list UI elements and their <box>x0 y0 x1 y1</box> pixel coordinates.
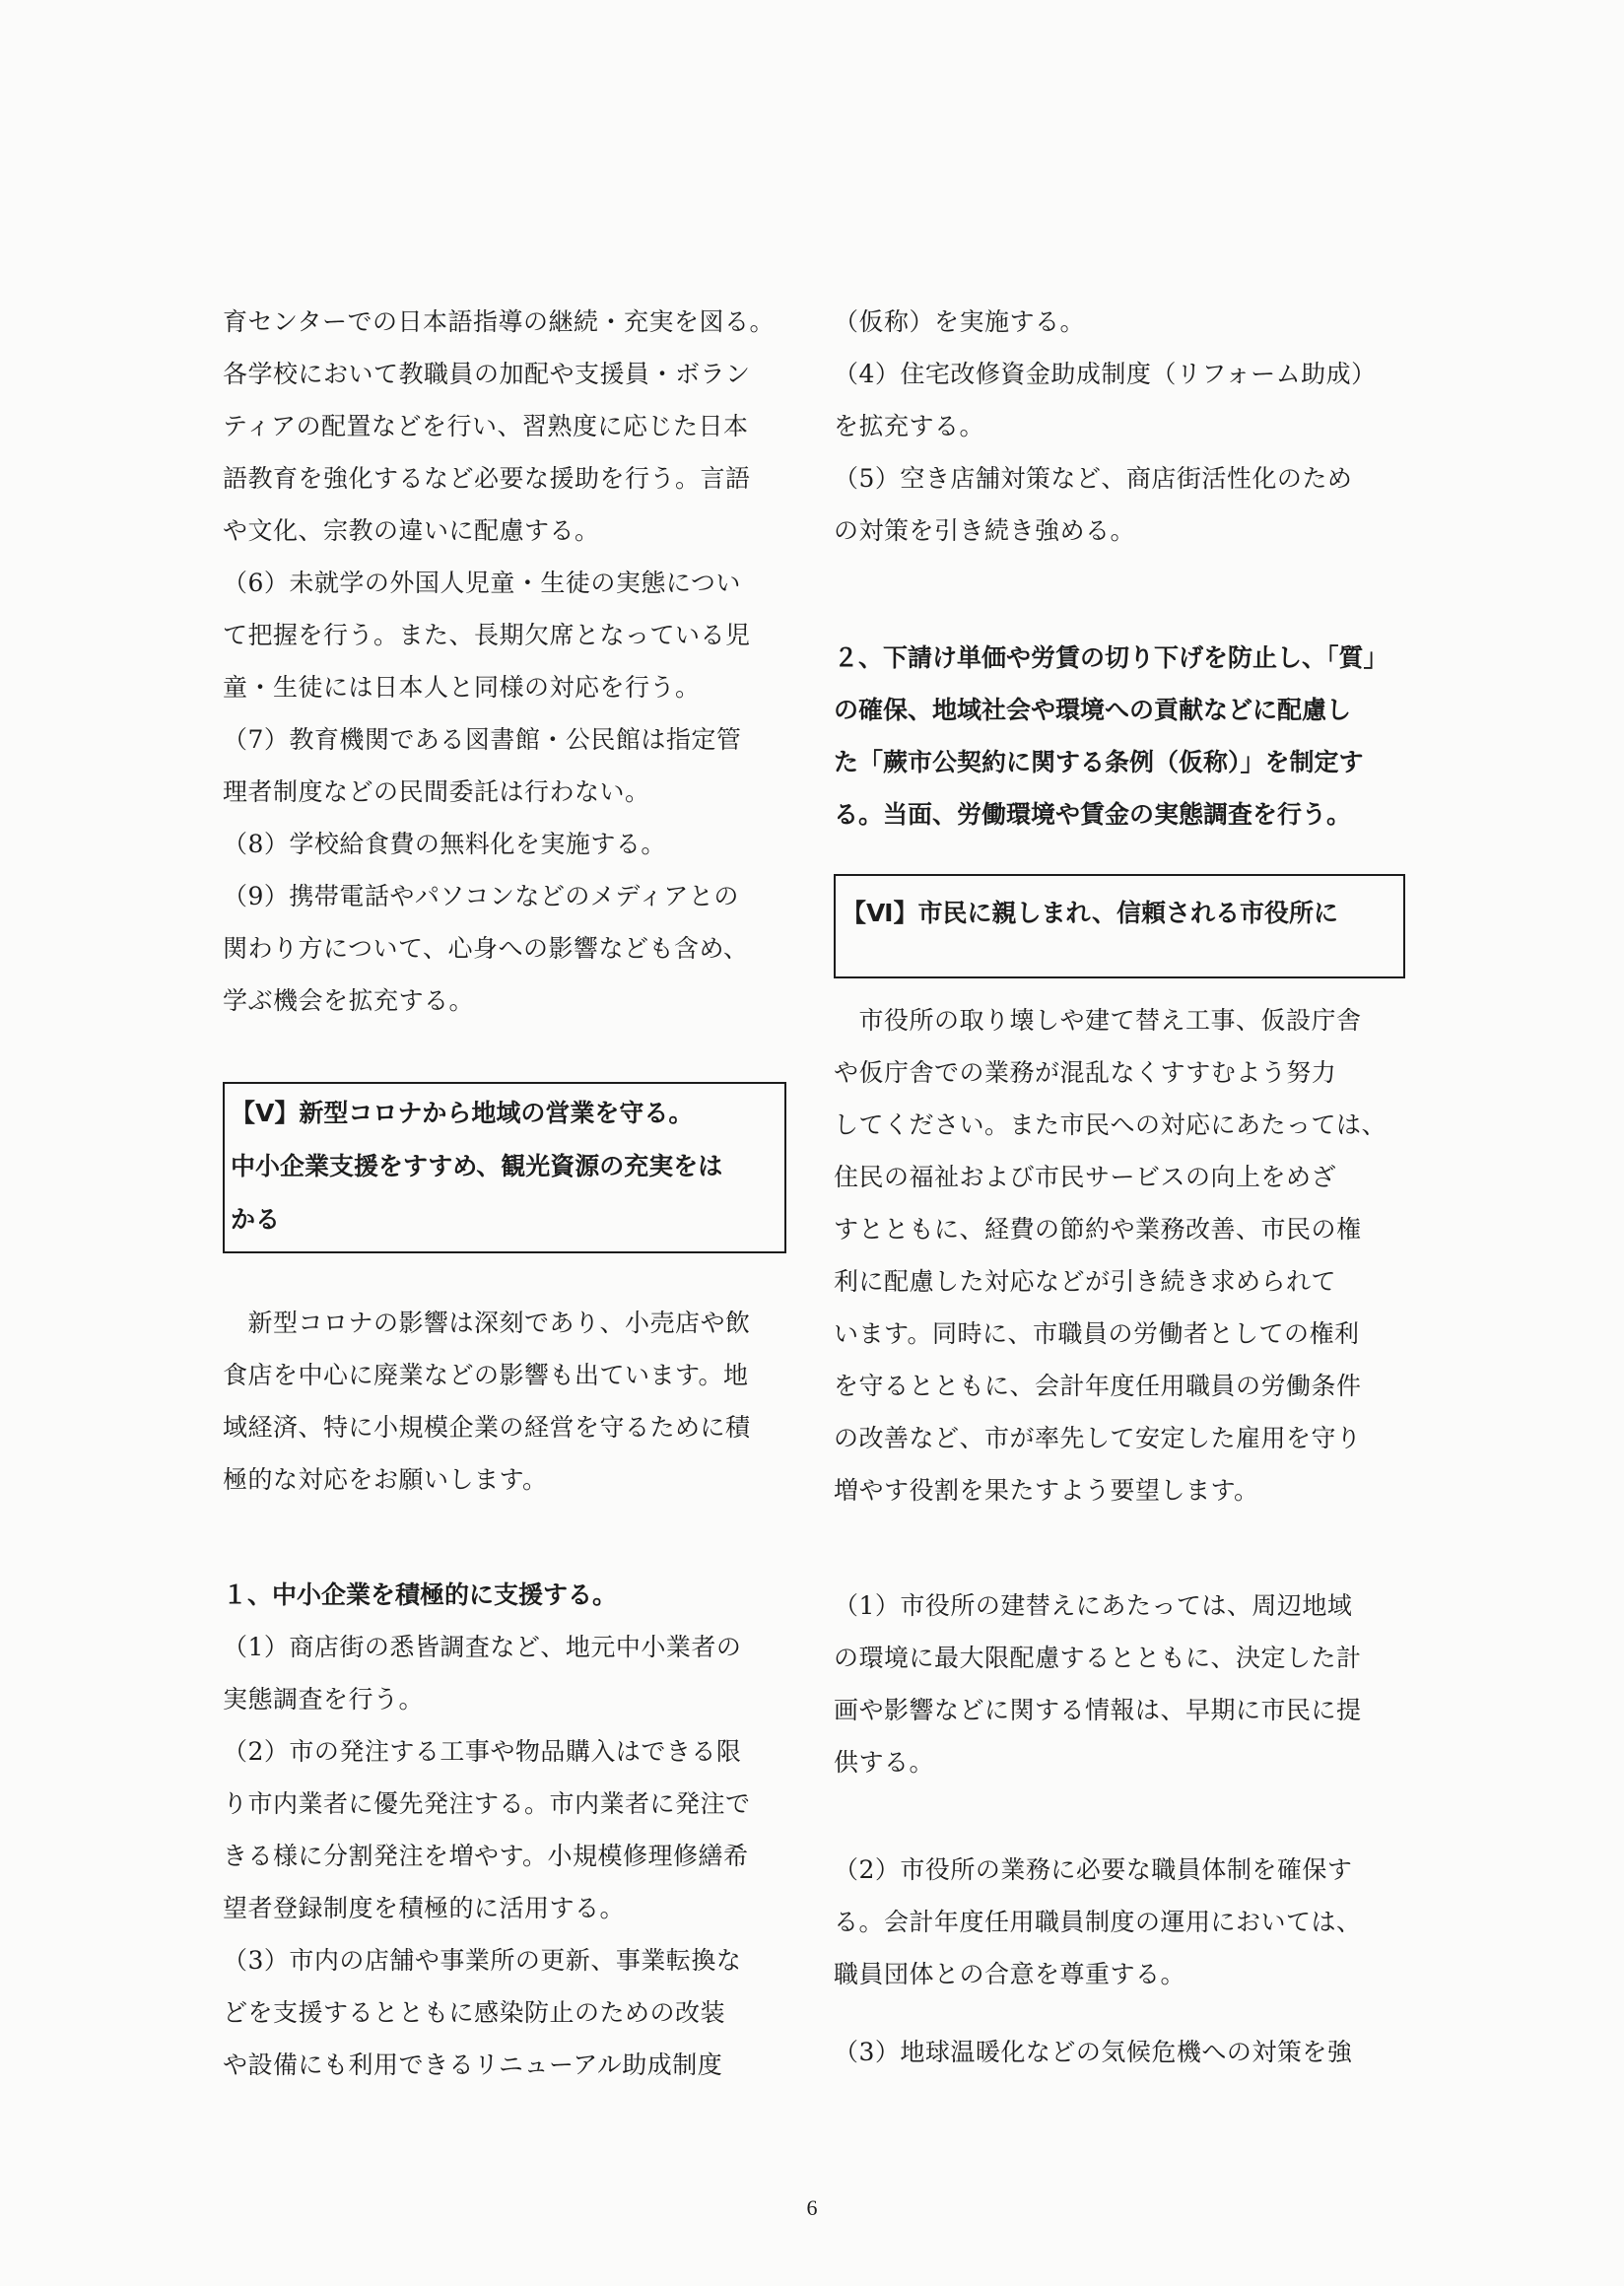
text-line: を拡充する。 <box>834 412 985 440</box>
section-5-body <box>223 1297 786 1506</box>
text-line: 理者制度などの民間委託は行わない。 <box>223 777 650 806</box>
text-line: （1）市役所の建替えにあたっては、周辺地域 <box>834 1591 1353 1620</box>
section-6-item-1 <box>834 1580 1405 1788</box>
subsection-heading-line: た「蕨市公契約に関する条例（仮称）」を制定す <box>834 748 1364 776</box>
text-line: 増やす役割を果たすよう要望します。 <box>834 1476 1259 1505</box>
section-6-body <box>834 994 1405 1516</box>
text-line: 関わり方について、心身への影響なども含め、 <box>223 934 749 963</box>
text-line: （4）住宅改修資金助成制度（リフォーム助成） <box>834 360 1377 388</box>
text-line: （2）市役所の業務に必要な職員体制を確保す <box>834 1855 1353 1884</box>
text-line: 童・生徒には日本人と同様の対応を行う。 <box>223 673 701 702</box>
section-heading-line: 【Ⅵ】市民に親しまれ、信頼される市役所に <box>842 899 1338 927</box>
text-line: （3）市内の店舗や事業所の更新、事業転換な <box>223 1946 742 1975</box>
text-line: きる様に分割発注を増やす。小規模修理修繕希 <box>223 1842 749 1870</box>
continued-item-3 <box>834 296 1405 348</box>
text-line: や設備にも利用できるリニューアル助成制度 <box>223 2051 723 2079</box>
right-column <box>834 296 1405 2078</box>
text-line: の環境に最大限配慮するとともに、決定した計 <box>834 1644 1362 1672</box>
text-line: を守るとともに、会計年度任用職員の労働条件 <box>834 1372 1362 1400</box>
text-line: 食店を中心に廃業などの影響も出ています。地 <box>223 1361 749 1389</box>
text-line: 供する。 <box>834 1748 935 1777</box>
text-line: や仮庁舎での業務が混乱なくすすむよう努力 <box>834 1058 1337 1087</box>
subsection-heading-line: る。当面、労働環境や賃金の実態調査を行う。 <box>834 800 1352 829</box>
text-line: 望者登録制度を積極的に活用する。 <box>223 1894 626 1922</box>
subsection-1-item-2 <box>223 1725 786 1934</box>
text-line: る。会計年度任用職員制度の運用においては、 <box>834 1908 1362 1936</box>
text-line: （5）空き店舗対策など、商店街活性化のため <box>834 464 1353 493</box>
subsection-heading-line: ２、下請け単価や労賃の切り下げを防止し、「質」 <box>834 643 1388 672</box>
list-item-6 <box>223 557 786 713</box>
text-line: 各学校において教職員の加配や支援員・ボラン <box>223 360 751 388</box>
text-line: 極的な対応をお願いします。 <box>223 1465 548 1494</box>
list-item-5 <box>834 452 1405 557</box>
text-line: 域経済、特に小規模企業の経営を守るために積 <box>223 1413 751 1442</box>
text-line: （3）地球温暖化などの気候危機への対策を強 <box>834 2038 1353 2066</box>
text-line: すとともに、経費の節約や業務改善、市民の権 <box>834 1215 1362 1244</box>
text-line: ティアの配置などを行い、習熟度に応じた日本 <box>223 412 749 440</box>
text-line: してください。また市民への対応にあたっては、 <box>834 1110 1387 1139</box>
text-line: （1）商店街の悉皆調査など、地元中小業者の <box>223 1633 742 1661</box>
section-heading-line: 中小企業支援をすすめ、観光資源の充実をは <box>231 1152 723 1180</box>
text-line: て把握を行う。また、長期欠席となっている児 <box>223 621 751 649</box>
text-line: り市内業者に優先発注する。市内業者に発注で <box>223 1789 751 1818</box>
text-line: （2）市の発注する工事や物品購入はできる限 <box>223 1737 742 1766</box>
text-line: 育センターでの日本語指導の継続・充実を図る。 <box>223 307 776 336</box>
text-line: 住民の福祉および市民サービスの向上をめざ <box>834 1163 1337 1191</box>
list-item-9 <box>223 870 786 1027</box>
text-line: どを支援するとともに感染防止のための改装 <box>223 1998 726 2027</box>
text-line: 市役所の取り壊しや建て替え工事、仮設庁舎 <box>834 1006 1362 1035</box>
text-line: 語教育を強化するなど必要な援助を行う。言語 <box>223 464 751 493</box>
page-number: 6 <box>806 2195 818 2220</box>
section-6-item-2 <box>834 1844 1405 2000</box>
list-item-4 <box>834 348 1405 452</box>
list-item-8 <box>223 818 786 870</box>
text-line: います。同時に、市職員の労働者としての権利 <box>834 1319 1360 1348</box>
subsection-1-item-1 <box>223 1621 786 1725</box>
text-line: 新型コロナの影響は深刻であり、小売店や飲 <box>223 1309 751 1337</box>
section-6-item-3 <box>834 2026 1405 2078</box>
text-line: の改善など、市が率先して安定した雇用を守り <box>834 1424 1362 1452</box>
text-line: （8）学校給食費の無料化を実施する。 <box>223 830 666 858</box>
subsection-2-heading <box>834 632 1405 840</box>
list-item-7 <box>223 713 786 818</box>
text-line: 実態調査を行う。 <box>223 1685 425 1714</box>
text-line: 学ぶ機会を拡充する。 <box>223 986 475 1015</box>
paragraph-intro <box>223 296 786 557</box>
text-line: 職員団体との合意を尊重する。 <box>834 1960 1186 1988</box>
section-6-heading-box <box>834 874 1405 978</box>
section-heading-line: 【Ⅴ】新型コロナから地域の営業を守る。 <box>231 1099 694 1127</box>
section-heading-line: かる <box>231 1205 281 1234</box>
text-line: や文化、宗教の違いに配慮する。 <box>223 516 600 545</box>
text-line: （仮称）を実施する。 <box>834 307 1086 336</box>
text-line: （6）未就学の外国人児童・生徒の実態につい <box>223 569 741 597</box>
text-line: （7）教育機関である図書館・公民館は指定管 <box>223 725 742 754</box>
text-line: 画や影響などに関する情報は、早期に市民に提 <box>834 1696 1362 1724</box>
subsection-1-heading: １、中小企業を積極的に支援する。 <box>223 1580 618 1609</box>
subsection-heading-line: の確保、地域社会や環境への貢献などに配慮し <box>834 696 1352 724</box>
left-column <box>223 296 786 2091</box>
text-line: の対策を引き続き強める。 <box>834 516 1136 545</box>
text-line: 利に配慮した対応などが引き続き求められて <box>834 1267 1337 1296</box>
text-line: （9）携帯電話やパソコンなどのメディアとの <box>223 882 739 910</box>
subsection-1-item-3 <box>223 1934 786 2091</box>
section-5-heading-box <box>223 1082 786 1253</box>
